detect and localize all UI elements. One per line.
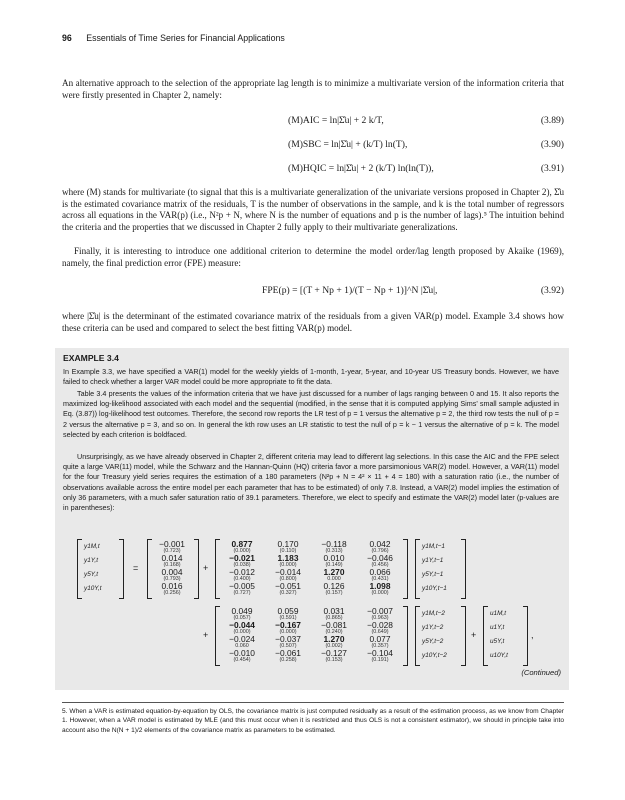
error-vector: u1M,t u1Y,t u5Y,t u10Y,t (490, 610, 508, 659)
after-fpe-paragraph: where |Σ̂u| is the determinant of the estimated covariance matrix of the residuals from a given VAR(p) model. Example 3.4 shows how these criteria can be used and compared to select the best fitting VAR(p) model. (62, 311, 564, 333)
equation-formula: FPE(p) = [(T + Np + 1)/(T − Np + 1)]^N |Σ̂u|, (262, 285, 438, 296)
example-title: EXAMPLE 3.4 (63, 353, 119, 363)
footnote-rule (62, 702, 564, 703)
matrix-column (311, 607, 357, 663)
coefficient-cell: 0.049 (0.057) (231, 606, 253, 621)
lag2-vector: y1M,t−2 y1Y,t−2 y5Y,t−2 y10Y,t−2 (422, 610, 447, 659)
equals-sign: = (133, 563, 139, 573)
coefficient-cell: −0.028 (0.649) (367, 620, 393, 635)
plus-sign: + (471, 630, 477, 640)
right-bracket (461, 539, 466, 599)
coefficient-cell: 1.270 0.000 (323, 567, 345, 582)
equation-formula: (M)SBC = ln|Σ̂u| + (k/T) ln(T), (288, 139, 408, 150)
where-paragraph: where (M) stands for multivariate (to signal that this is a multivariate generalization of the univariate versions proposed in Chapter 2), Σ̂u is the estimated covariance matrix of the residuals, T is the number of observations in the sample, and k is the total number of regressors across all equations in the VAR(p) (i.e., N²p + N, where N is the number of equations and p is the number of lags).⁵ The intuition behind the criteria and the properties that we discussed in Chapter 2 fully apply to their multivariate generalizations. (62, 187, 564, 232)
coefficient-cell: −0.104 (0.191) (367, 648, 393, 663)
matrix-column (219, 540, 265, 596)
left-bracket (415, 606, 420, 666)
right-bracket (461, 606, 466, 666)
matrix-column (357, 540, 403, 596)
continued-label: (Continued) (521, 668, 561, 677)
coefficient-cell: −0.014 (0.800) (275, 567, 301, 582)
equation-maic (62, 115, 564, 135)
coefficient-cell: 0.010 (0.149) (323, 553, 345, 568)
lhs-vector: y1M,t y1Y,t y5Y,t y10Y,t (84, 543, 102, 592)
coefficient-cell: −0.010 (0.454) (229, 648, 255, 663)
plus-sign: + (203, 630, 209, 640)
coefficient-cell: −0.046 (0.456) (367, 553, 393, 568)
right-bracket (194, 539, 199, 599)
coefficient-cell: −0.118 (0.313) (321, 539, 347, 554)
right-bracket (403, 539, 408, 599)
plus-sign: + (203, 563, 209, 573)
example-paragraph-3: Unsurprisingly, as we have already observed in Chapter 2, different criteria may lead to different lag selections. In this case the AIC and the FPE select quite a large VAR(11) model, while the Schwarz and the Hannan-Quinn (HQ) criteria favor a more parsimonious VAR(2) model. However, a VAR(11) model for the four Treasury yield series requires the estimation of a 180 parameters (N²p + N = 4² × 11 + 4 = 180) with a saturation ratio (i.e., the number of observations available across the entire model per each parameter that has to be estimated) of only 7.8. Instead, a VAR(2) model implies the estimation of only 36 parameters, with a much safer saturation ratio of 39.1 parameters. Therefore, we elect to specify and estimate the VAR(2) model later (p-values are in parentheses): (63, 452, 559, 513)
left-bracket (415, 539, 420, 599)
coefficient-cell: −0.051 (0.327) (275, 581, 301, 596)
coefficient-cell: 1.270 (0.002) (323, 634, 345, 649)
matrix-column (357, 607, 403, 663)
right-bracket (523, 606, 528, 666)
equation-number: (3.90) (540, 139, 564, 150)
running-header (62, 33, 563, 47)
coefficient-cell: −0.012 (0.400) (229, 567, 255, 582)
equation-msbc (62, 139, 564, 159)
coefficient-cell: 0.059 (0.591) (277, 606, 299, 621)
equation-number: (3.92) (540, 285, 564, 296)
equation-formula: (M)AIC = ln|Σ̂u| + 2 k/T, (288, 115, 384, 126)
example-paragraph-1: In Example 3.3, we have specified a VAR(1) model for the weekly yields of 1-month, 1-year, 5-year, and 10-year US Treasury bonds. However, we have failed to check whether a larger VAR model could be more appropriate to fit the data. (63, 367, 559, 387)
running-title: Essentials of Time Series for Financial Applications (86, 33, 285, 43)
coefficient-cell: 1.098 (0.000) (369, 581, 391, 596)
coefficient-cell: −0.044 (0.000) (229, 620, 255, 635)
equation-number: (3.89) (540, 115, 564, 126)
coefficient-cell: 1.183 (0.000) (277, 553, 299, 568)
matrix-column (219, 607, 265, 663)
constant-vector: −0.001 (0.723) 0.014 (0.168) 0.004 (0.793) 0.016 (0.256) (159, 539, 185, 596)
footnote: 5. When a VAR is estimated equation-by-equation by OLS, the covariance matrix is just computed residually as a result of the estimation process, as we know from Chapter 1. However, when a VAR model is estimated by MLE (and this must occur when it is restricted and thus OLS is not a consistent estimator), we should in principle take into account also the N(N + 1)/2 elements of the covariance matrix as parameters to be estimated. (62, 708, 564, 734)
coefficient-cell: 0.031 (0.865) (323, 606, 345, 621)
coefficient-cell: −0.167 (0.000) (275, 620, 301, 635)
coefficient-cell: −0.037 (0.507) (275, 634, 301, 649)
lag1-vector: y1M,t−1 y1Y,t−1 y5Y,t−1 y10Y,t−1 (422, 543, 447, 592)
coefficient-cell: −0.005 (0.727) (229, 581, 255, 596)
coefficient-cell: −0.081 (0.240) (321, 620, 347, 635)
coefficient-cell: −0.127 (0.153) (321, 648, 347, 663)
page-number: 96 (62, 33, 72, 43)
coefficient-cell: 0.066 (0.431) (369, 567, 391, 582)
matrix-column (265, 540, 311, 596)
coefficient-cell: −0.021 (0.038) (229, 553, 255, 568)
coefficient-cell: −0.061 (0.258) (275, 648, 301, 663)
example-box: EXAMPLE 3.4 In Example 3.3, we have specified a VAR(1) model for the weekly yields of 1-month, 1-year, 5-year, and 10-year US Treasury bonds. However, we have failed to check whether a larger VAR model could be more appropriate to fit the data. Table 3.4 presents the values of the information criteria that we have just discussed for a number of lags ranging between 0 and 15. It also reports the maximized log-likelihood associated with each model and the sequential (modified, in the sense that it is computed applying Sims' small sample adjusted in Eq. (3.87)) log-likelihood test outcomes. Therefore, the second row reports the LR test of p = 1 versus the alternative p = 2, the third row tests the null of p = 2 versus the alternative p = 3, and so on. In general the kth row uses an LR statistic to test the null of p = k − 1 versus the alternative of p = k. The model selected by each criterion is boldfaced. Unsurprisingly, as we have already observed in Chapter 2, different criteria may lead to different lag selections. In this case the AIC and the FPE select quite a large VAR(11) model, while the Schwarz and the Hannan-Quinn (HQ) criteria favor a more parsimonious VAR(2) model. However, a VAR(11) model for the four Treasury yield series requires the estimation of a 180 parameters (N²p + N = 4² × 11 + 4 = 180) with a saturation ratio (i.e., the number of observations available across the entire model per each parameter that has to be estimated) of only 7.8. Instead, a VAR(2) model implies the estimation of only 36 parameters, with a much safer saturation ratio of 39.1 parameters. Therefore, we elect to specify and estimate the VAR(2) model later (p-values are in parentheses): y1M,t y1Y,t y5Y,t y10Y,t = −0.001 (0.723) 0.014 (0.168) 0.004 (0.793) 0.016 (0.256) + 0.877 (0.000) −0.021 (0.038) −0.012 (0.400) −0.005 (0.727) 0.170 (0.110) 1.183 (0.000) −0.014 (0.800) −0.051 (0.327) −0.118 (0.313) 0.010 (0.149) 1.270 0.000 0.126 (0.157) 0.042 (0.796) −0.046 (0.456) 0.066 (0.431) 1.098 (0.000) y1M,t−1 y1Y,t−1 y5Y,t−1 y10Y,t−1 + 0.049 (0.057) −0.044 (0.000) −0.024 0.060 −0.010 (0.454) 0.059 (0.591) −0.167 (0.000) −0.037 (0.507) −0.061 (0.258) 0.031 (0.865) −0.081 (0.240) 1.270 (0.002) −0.127 (0.153) −0.007 (0.963) −0.028 (0.649) 0.077 (0.357) −0.104 (0.191) y1M,t−2 y1Y,t−2 y5Y,t−2 y10Y,t−2 + u1M,t u1Y,t u5Y,t u10Y,t , (55, 348, 569, 690)
coefficient-cell: −0.007 (0.963) (367, 606, 393, 621)
example-paragraph-2: Table 3.4 presents the values of the information criteria that we have just discussed for a number of lags ranging between 0 and 15. It also reports the maximized log-likelihood associated with each model and the sequential (modified, in the sense that it is computed applying Sims' small sample adjusted in Eq. (3.87)) log-likelihood test outcomes. Therefore, the second row reports the LR test of p = 1 versus the alternative p = 2, the third row tests the null of p = 2 versus the alternative p = 3, and so on. In general the kth row uses an LR statistic to test the null of p = k − 1 versus the alternative of p = k. The model selected by each criterion is boldfaced. (63, 389, 559, 439)
left-bracket (483, 606, 488, 666)
equation-formula: (M)HQIC = ln|Σ̂u| + 2 (k/T) ln(ln(T)), (288, 163, 434, 174)
coefficient-cell: −0.024 0.060 (229, 634, 255, 649)
finally-paragraph: Finally, it is interesting to introduce one additional criterion to determine the model order/lag length proposed by Akaike (1969), namely, the final prediction error (FPE) measure: (62, 246, 564, 268)
matrix-column (265, 607, 311, 663)
coefficient-cell: 0.126 (0.157) (323, 581, 345, 596)
coefficient-cell: 0.042 (0.796) (369, 539, 391, 554)
coefficient-cell: 0.170 (0.110) (277, 539, 299, 554)
equation-mhqic (62, 163, 564, 183)
coefficient-cell: 0.077 (0.357) (369, 634, 391, 649)
intro-paragraph: An alternative approach to the selection of the appropriate lag length is to minimize a multivariate version of the information criteria that were firstly presented in Chapter 2, namely: (62, 78, 564, 100)
equation-number: (3.91) (540, 163, 564, 174)
equation-fpe (62, 285, 564, 305)
right-bracket (119, 539, 124, 599)
right-bracket (403, 606, 408, 666)
left-bracket (77, 539, 82, 599)
matrix-column (311, 540, 357, 596)
coefficient-cell: 0.877 (0.000) (231, 539, 253, 554)
